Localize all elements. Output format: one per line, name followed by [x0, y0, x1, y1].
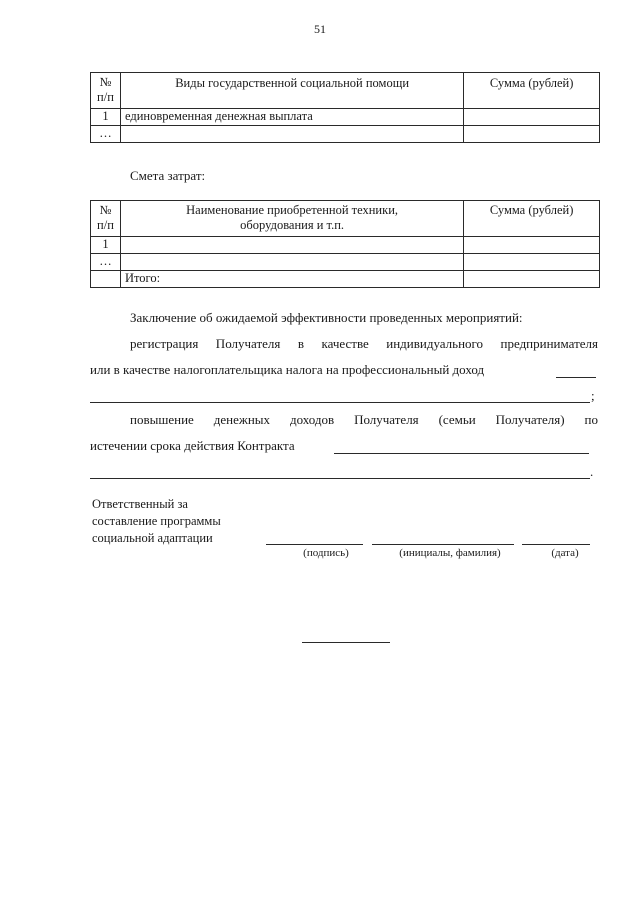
table2-header-name: Наименование приобретенной техники, оборудования и т.п.: [120, 201, 463, 237]
name-line: [372, 544, 514, 545]
date-line: [522, 544, 590, 545]
conclusion-item1-line1: регистрация Получателя в качестве индивидуального предпринимателя: [130, 336, 598, 351]
table2-row2-number: …: [91, 254, 121, 271]
table2-total-number: [91, 271, 121, 288]
table2-row2-sum: [464, 254, 600, 271]
table1-header-sum: Сумма (рублей): [464, 73, 600, 109]
table2-header-number: № п/п: [91, 201, 121, 237]
conclusion-item1-line2: или в качестве налогоплательщика налога на профессиональный доход: [90, 362, 485, 377]
item1-semicolon: ;: [591, 388, 595, 403]
assistance-table: [90, 72, 600, 143]
end-divider: [302, 642, 390, 643]
table1-row1-type: единовременная денежная выплата: [120, 109, 463, 126]
date-caption: (дата): [551, 547, 579, 559]
table2-total-sum: [464, 271, 600, 288]
table2-row1-name: [120, 237, 463, 254]
table1-row1-number: 1: [91, 109, 121, 126]
page-number: 51: [314, 22, 326, 36]
table2-total-label: Итого:: [120, 271, 463, 288]
item1-fill-line-b: [90, 402, 590, 403]
table1-header-number: № п/п: [91, 73, 121, 109]
table1-row2-type: [120, 126, 463, 143]
conclusion-item2-line1: повышение денежных доходов Получателя (семьи Получателя) по: [130, 412, 598, 427]
item2-period: .: [590, 464, 594, 479]
signature-caption: (подпись): [303, 547, 349, 559]
item1-fill-line-a: [556, 377, 596, 378]
responsible-line1: Ответственный за: [92, 497, 188, 511]
conclusion-title: Заключение об ожидаемой эффективности проведенных мероприятий:: [130, 310, 523, 325]
table1-row1-sum: [464, 109, 600, 126]
name-caption: (инициалы, фамилия): [399, 547, 501, 559]
conclusion-item2-line2: истечении срока действия Контракта: [90, 438, 295, 453]
responsible-line3: социальной адаптации: [92, 531, 213, 545]
table2-header-sum: Сумма (рублей): [464, 201, 600, 237]
table1-row2-number: …: [91, 126, 121, 143]
table2-row2-name: [120, 254, 463, 271]
item2-fill-line-a: [334, 453, 589, 454]
table1-header-type: Виды государственной социальной помощи: [120, 73, 463, 109]
responsible-line2: составление программы: [92, 514, 221, 528]
estimate-table: [90, 200, 600, 288]
item2-fill-line-b: [90, 478, 590, 479]
table2-row1-sum: [464, 237, 600, 254]
signature-line: [266, 544, 363, 545]
table2-row1-number: 1: [91, 237, 121, 254]
table1-row2-sum: [464, 126, 600, 143]
estimate-title: Смета затрат:: [130, 168, 206, 183]
